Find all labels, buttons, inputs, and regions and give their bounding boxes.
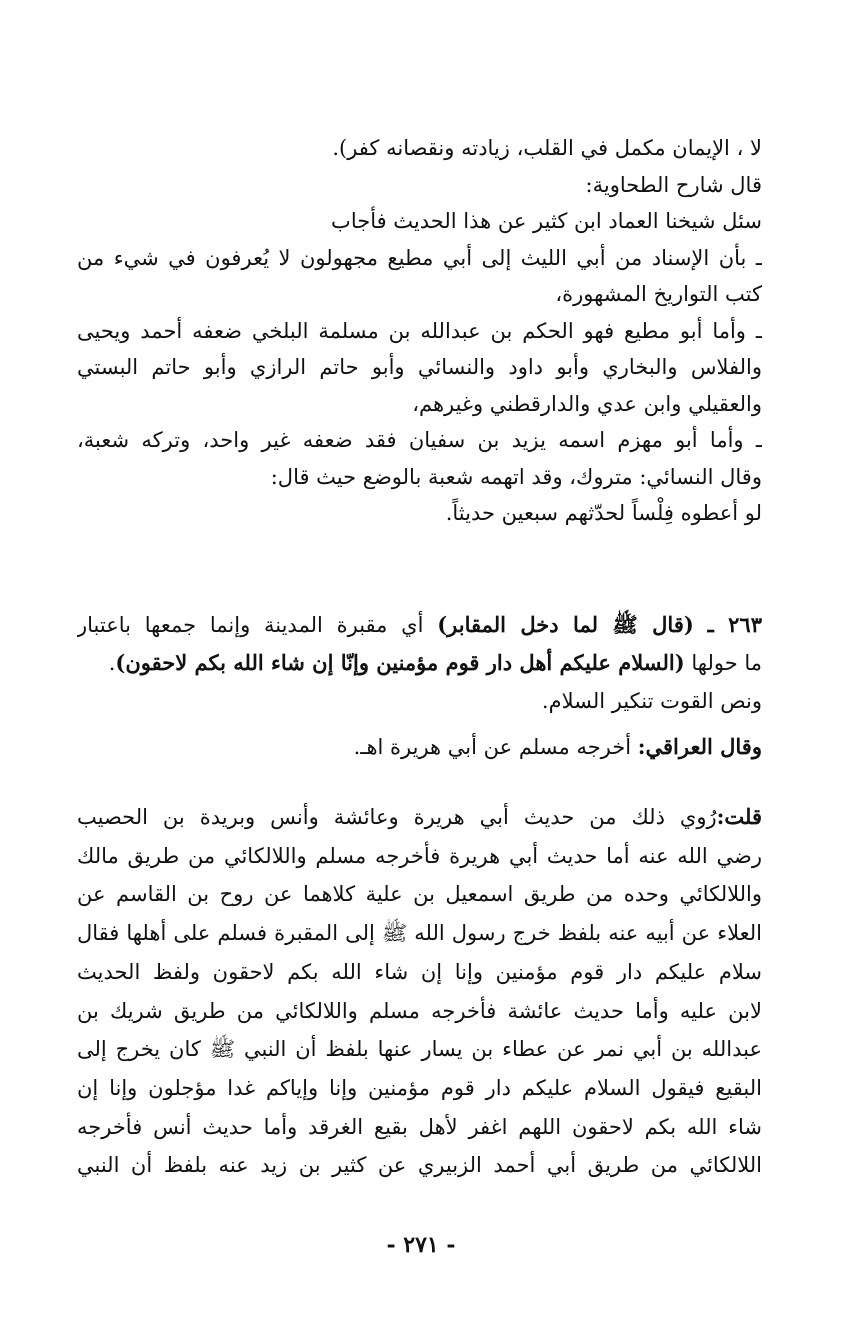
page-number: - ٢٧١ - (386, 1232, 456, 1258)
qult-label: قلت: (716, 804, 762, 829)
qult-line: لابن عليه وأما حديث عائشة فأخرجه مسلم واللالكائي من طريق شريك بن (77, 998, 762, 1023)
hadith-text-line (77, 644, 762, 682)
qult-line: عبدالله بن أبي نمر عن عطاء بن يسار عنها بلفظ أن النبي ﷺ كان يخرج إلى (77, 1037, 762, 1062)
text-line: كتب التواريخ المشهورة، (555, 282, 762, 306)
text-line: لو أعطوه فِلْساً لحدّثهم سبعين حديثاً. (445, 501, 762, 525)
qult-text: رُوي ذلك من حديث أبي هريرة وعائشة وأنس وبريدة بن الحصيب (77, 805, 717, 829)
qult-line: واللالكائي وحده من طريق اسمعيل بن علية كلاهما عن روح بن القاسم عن (77, 882, 762, 907)
text-line: والفلاس والبخاري وأبو داود والنسائي وأبو حاتم الرازي وأبو حاتم البستي (77, 355, 762, 379)
text-line: ـ وأما أبو مطيع فهو الحكم بن عبدالله بن مسلمة البلخي ضعفه أحمد ويحيى (77, 318, 762, 343)
hadith-title: (قال ﷺ لما دخل المقابر) (437, 612, 694, 637)
text-line: سئل شيخنا العماد ابن كثير عن هذا الحديث فأجاب (331, 209, 762, 233)
qult-line: اللالكائي من طريق أبي أحمد الزبيري عن كثير بن زيد عنه بلفظ أن النبي (77, 1153, 762, 1178)
hadith-prefix: ما حولها (684, 651, 762, 675)
qult-line: سلام عليكم دار قوم مؤمنين وإنا إن شاء الله بكم لاحقون ولفظ الحديث (77, 959, 762, 984)
qult-section (77, 798, 762, 1185)
hadith-section (77, 606, 762, 766)
text-line: ـ بأن الإسناد من أبي الليث إلى أبي مطيع مجهولون لا يُعرفون في شيء من (77, 245, 762, 270)
hadith-quote: (السلام عليكم أهل دار قوم مؤمنين وإنّا إن شاء الله بكم لاحقون) (115, 650, 685, 675)
text-line: ـ وأما أبو مهزم اسمه يزيد بن سفيان فقد ضعفه غير واحد، وتركه شعبة، (77, 428, 762, 452)
qult-line: رضي الله عنه أما حديث أبي هريرة فأخرجه مسلم واللالكائي من طريق مالك (77, 843, 762, 868)
iraqi-text: أخرجه مسلم عن أبي هريرة اهـ. (353, 735, 638, 759)
text-line: قال شارح الطحاوية: (585, 172, 762, 197)
text-line: والعقيلي وابن عدي والدارقطني وغيرهم، (412, 391, 762, 416)
hadith-commentary: أي مقبرة المدينة وإنما جمعها باعتبار (77, 613, 438, 637)
iraqi-note (77, 728, 762, 766)
hadith-heading-line (77, 606, 762, 644)
qult-line: شاء الله بكم لاحقون اللهم اغفر لأهل بقيع الغرقد وأما حديث أنس فأخرجه (77, 1114, 762, 1139)
hadith-end: . (108, 651, 116, 675)
text-line: وقال النسائي: متروك، وقد اتهمه شعبة بالوضع حيث قال: (270, 464, 762, 489)
qult-first-line (77, 798, 762, 837)
text-line: لا ، الإيمان مكمل في القلب، زيادته ونقصانه كفر). (332, 136, 762, 160)
qult-line: البقيع فيقول السلام عليكم دار قوم مؤمنين وإنا وإياكم غدا مؤجلون وإنا إن (77, 1075, 762, 1100)
top-section (77, 130, 762, 532)
hadith-number: ٢٦٣ ـ (707, 612, 762, 637)
qult-line: العلاء عن أبيه عنه بلفظ خرج رسول الله ﷺ إلى المقبرة فسلم على أهلها فقال (77, 921, 762, 946)
iraqi-label: وقال العراقي: (637, 734, 762, 759)
qut-note: ونص القوت تنكير السلام. (541, 689, 762, 713)
